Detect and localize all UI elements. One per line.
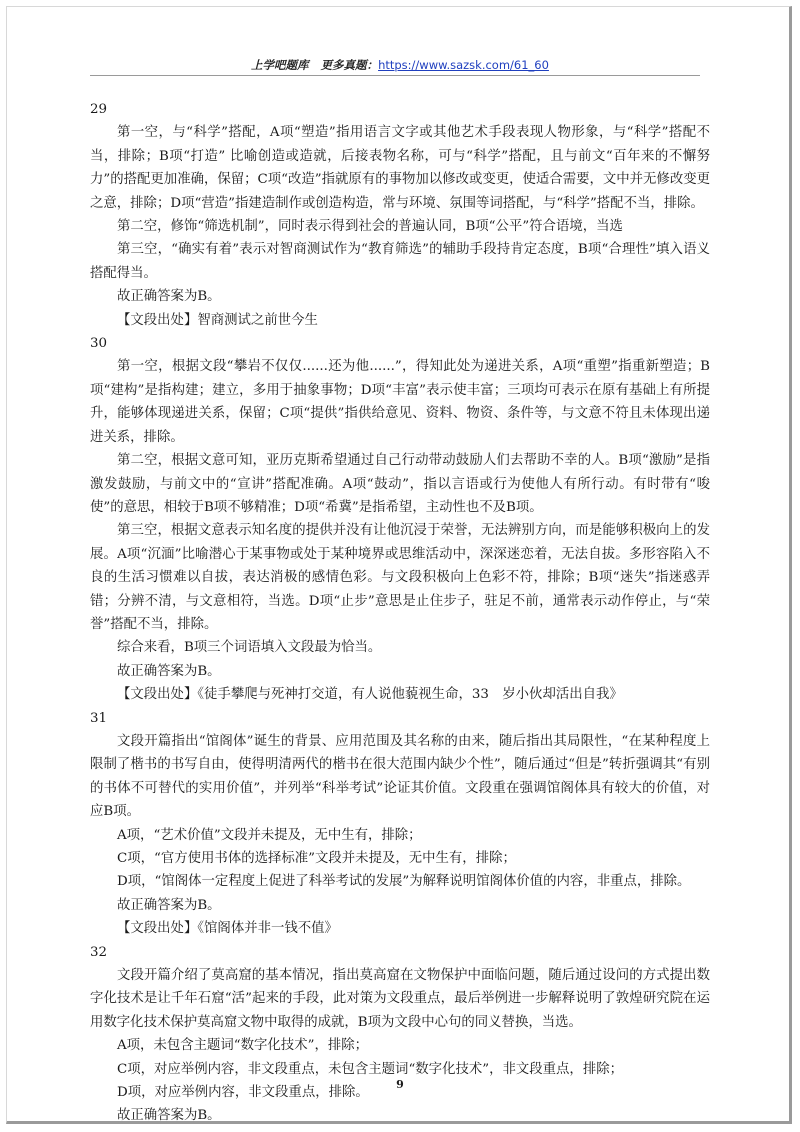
answer-line: 故正确答案为B。 [117,1108,221,1124]
question-number: 31 [90,710,108,726]
source-line: 【文段出处】《馆阁体并非一钱不值》 [117,921,338,937]
paragraph: 第三空，“确实有着”表示对智商测试作为“教育筛选”的辅助手段持肯定态度，B项“合理性”填入语义搭配得当。 [90,242,710,281]
question-number: 29 [90,102,108,117]
paragraph: 第一空，根据文段“攀岩不仅仅......还为他......”，得知此处为递进关系，A项“重塑”指重新塑造；B项“建构”是指构建；建立，多用于抽象事物；D项“丰富”表示使丰富；三项均可表示在原有基础上有所提升，能够体现递进关系，保留；C项“提供”指供给意见、资料、物资、条件等，与文意不符且未体现出递进关系，排除。 [90,359,710,445]
page-number: 9 [396,1078,404,1091]
paragraph: 文段开篇介绍了莫高窟的基本情况，指出莫高窟在文物保护中面临问题，随后通过设问的方式提出数字化技术是让千年石窟“活”起来的手段，此对策为文段重点，最后举例进一步解释说明了敦煌研究院在运用数字化技术保护莫高窟文物中取得的成就，B项为文段中心句的同义替换，当选。 [90,968,710,1030]
answer-line: 故正确答案为B。 [117,897,221,913]
paragraph: 第二空，修饰“筛选机制”，同时表示得到社会的普遍认同，B项“公平”符合语境，当选 [117,219,623,235]
document-body [90,98,710,1128]
paragraph: 综合来看，B项三个词语填入文段最为恰当。 [117,640,382,656]
option-analysis: A项，“艺术价值”文段并未提及，无中生有，排除； [117,827,422,843]
header-divider [90,75,700,76]
source-line: 【文段出处】《徒手攀爬与死神打交道，有人说他藐视生命，33 岁小伙却活出自我》 [117,687,623,703]
paragraph: 第三空，根据文意表示知名度的提供并没有让他沉浸于荣誉，无法辨别方向，而是能够积极向上的发展。A项“沉湎”比喻潜心于某事物或处于某种境界或思维活动中，深深迷恋着，无法自拔。多形容陷入不良的生活习惯难以自拔，表达消极的感情色彩。与文段积极向上色彩不符，排除；B项“迷失”指迷惑弄错；分辨不清，与文意相符，当选。D项“止步”意思是止住步子，驻足不前，通常表示动作停止，与“荣誉”搭配不当，排除。 [90,523,710,632]
site-label: 上学吧题库 [251,58,309,72]
paragraph: 第二空，根据文意可知，亚历克斯希望通过自己行动带动鼓励人们去帮助不幸的人。B项“激励”是指激发鼓励，与前文中的“宣讲”搭配准确。A项“鼓动”，指以言语或行为使他人有所行动。有时带有“唆使”的意思，相较于B项不够精准；D项“希冀”是指希望，主动性也不及B项。 [90,453,710,515]
page-header [0,57,800,73]
question-number: 30 [90,336,108,352]
option-analysis: A项，未包含主题词“数字化技术”，排除； [117,1038,369,1054]
site-url-link[interactable]: https://www.sazsk.com/61_60 [378,58,549,72]
answer-line: 故正确答案为B。 [117,289,221,305]
question-number: 32 [90,944,108,960]
option-analysis: C项，“官方使用书体的选择标准”文段并未提及，无中生有，排除； [117,851,516,866]
option-analysis: C项，对应举例内容，非文段重点，未包含主题词“数字化技术”，非文段重点，排除； [117,1061,623,1077]
more-questions-label: 更多真题： [320,58,379,72]
paragraph: 文段开篇指出“馆阁体”诞生的背景、应用范围及其名称的由来，随后指出其局限性，“在某种程度上限制了楷书的书写自由，使得明清两代的楷书在很大范围内缺少个性”，随后通过“但是”转折强调其“有别的书体不可替代的实用价值”，并列举“科举考试”论证其价值。文段重在强调馆阁体具有较大的价值，对应B项。 [90,733,710,820]
option-analysis: D项，“馆阁体一定程度上促进了科举考试的发展”为解释说明馆阁体价值的内容，非重点，排除。 [117,874,691,890]
answer-line: 故正确答案为B。 [117,663,221,679]
option-analysis: D项，对应举例内容，非文段重点，排除。 [117,1085,369,1101]
source-line: 【文段出处】智商测试之前世今生 [117,312,318,328]
paragraph: 第一空，与“科学”搭配，A项“塑造”指用语言文字或其他艺术手段表现人物形象，与“科学”搭配不当，排除；B项“打造” 比喻创造或造就，后接表物名称，可与“科学”搭配，且与前文“百年来的不懈努力”的搭配更加准确，保留；C项“改造”指就原有的事物加以修改或变更，使适合需要，文中并无修改变更之意，排除；D项“营造”指建造制作或创造构造，常与环境、氛围等词搭配，与“科学”搭配不当，排除。 [90,125,710,211]
